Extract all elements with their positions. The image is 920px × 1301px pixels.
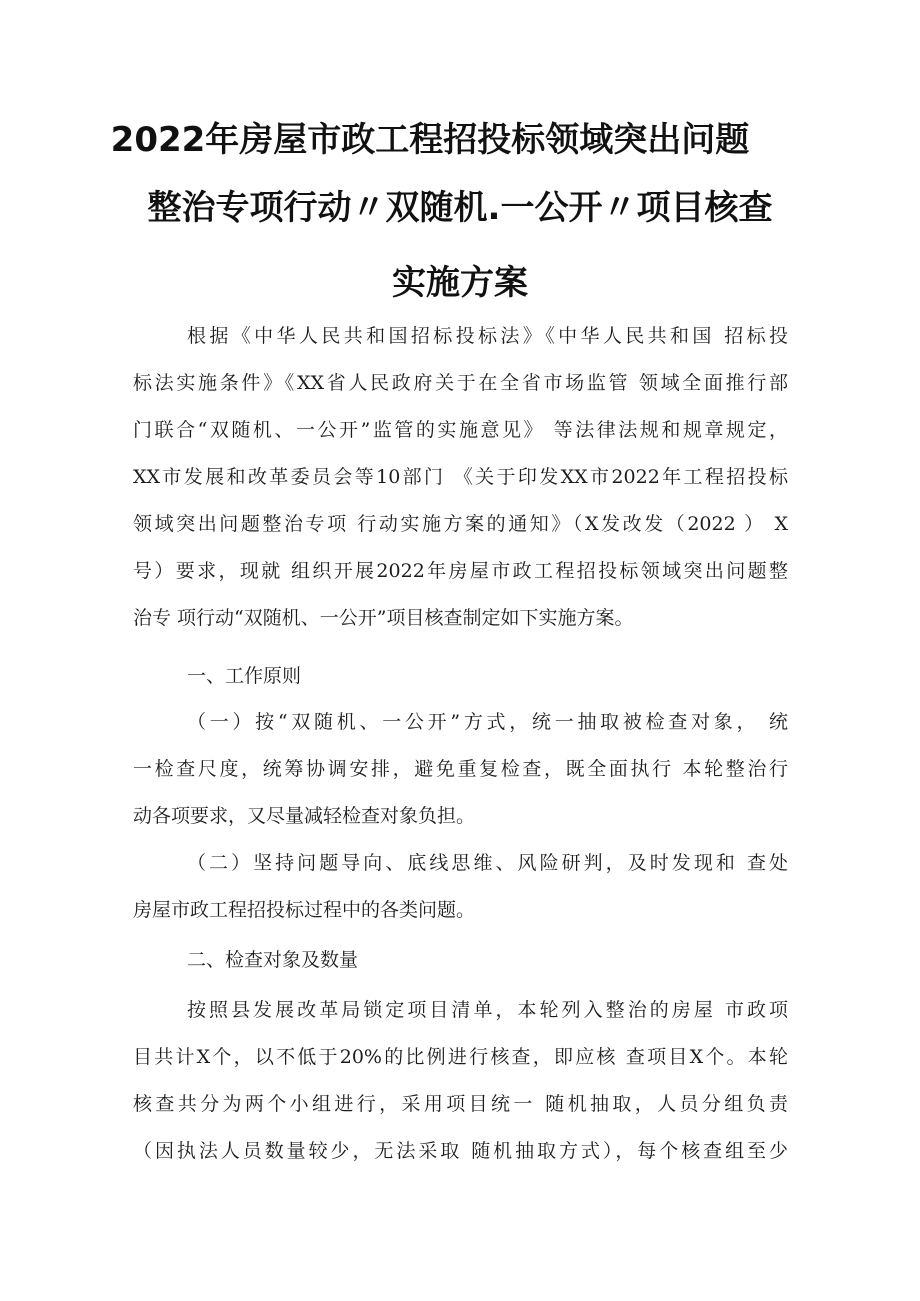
title-line-3: 实施方案 [392,263,528,303]
p3-line-2: 房屋市政工程招投标过程中的各类问题。 [133,899,476,921]
p2-line-3: 动各项要求，又尽量减轻检查对象负担。 [133,805,476,827]
title-line-1: 2022年房屋市政工程招投标领域突出问题 [110,120,750,160]
p1-line-7: 治专 项行动“双随机、一公开”项目核查制定如下实施方案。 [133,607,634,629]
p2-line-2: 一检查尺度，统筹协调安排，避免重复检查，既全面执行 本轮整治行 [133,758,788,780]
p1-line-4: XX市发展和改革委员会等10部门 《关于印发XX市2022年工程招投标 [133,466,788,488]
p4-line-2: 目共计X个，以不低于20%的比例进行核查，即应核 查项目X个。本轮 [133,1046,788,1068]
p1-line-5: 领域突出问题整治专项 行动实施方案的通知》（X发改发（2022 ） X [133,513,788,535]
p4-line-1: 按照县发展改革局锁定项目清单，本轮列入整治的房屋 市政项 [187,999,788,1021]
p1-line-6: 号）要求，现就 组织开展2022年房屋市政工程招投标领域突出问题整 [133,560,788,582]
section-heading-1: 一、工作原则 [187,665,302,687]
p4-line-4: （因执法人员数量较少，无法采取 随机抽取方式），每个核查组至少 [133,1140,788,1162]
p1-line-1: 根据《中华人民共和国招标投标法》《中华人民共和国 招标投 [187,325,788,347]
title-line-2: 整治专项行动〃双随机.一公开〃项目核查 [147,188,773,228]
p3-line-1: （二）坚持问题导向、底线思维、风险研判，及时发现和 查处 [187,852,788,874]
p1-line-3: 门联合“双随机、一公开”监管的实施意见》 等法律法规和规章规定， [133,419,788,441]
p4-line-3: 核查共分为两个小组进行，采用项目统一 随机抽取，人员分组负责 [133,1093,788,1115]
p2-line-1: （一）按“双随机、一公开”方式，统一抽取被检查对象， 统 [187,711,788,733]
p1-line-2: 标法实施条件》《XX省人民政府关于在全省市场监管 领域全面推行部 [133,372,788,394]
section-heading-2: 二、检查对象及数量 [187,949,359,971]
